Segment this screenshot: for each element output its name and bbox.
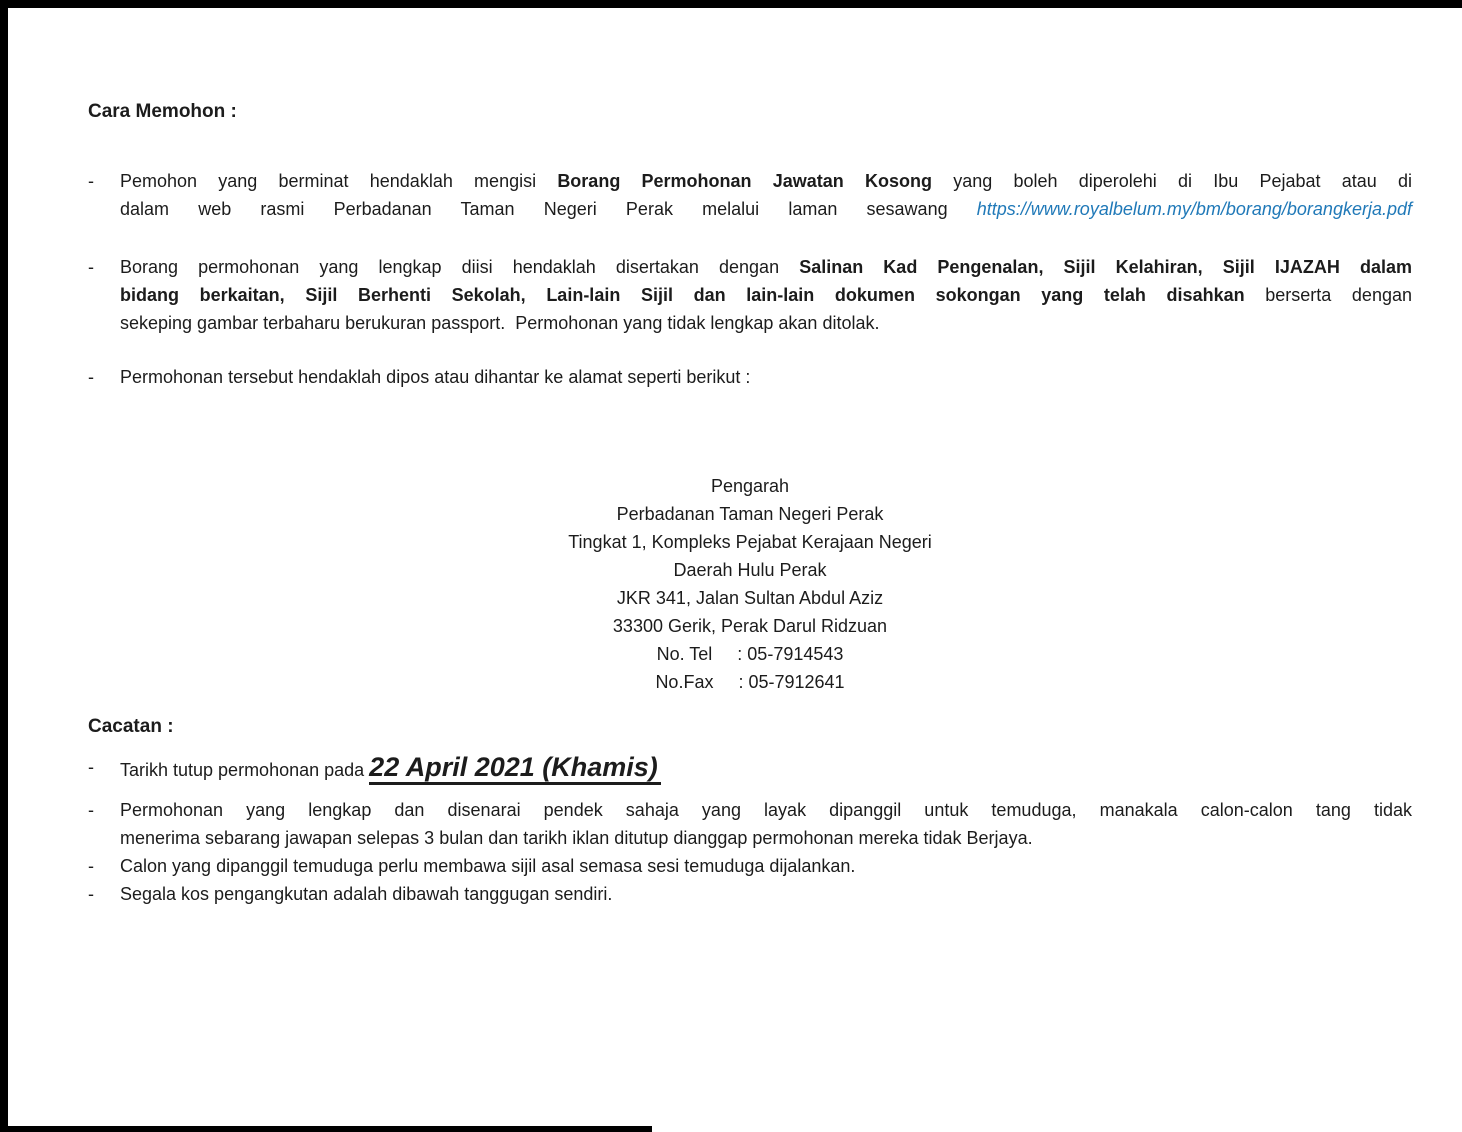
list-item-closing-date [88, 749, 1412, 788]
paragraph-line [120, 880, 1412, 908]
bullet-dash: - [88, 257, 94, 277]
text-segment: Pemohon yang berminat hendaklah mengisi [120, 171, 558, 191]
paragraph-line [120, 195, 1412, 223]
bullet-text [120, 852, 1412, 880]
bullet-text [120, 167, 1412, 223]
text-segment: menerima sebarang jawapan selepas 3 bulan dan tarikh iklan ditutup dianggap permohonan mereka tidak Berjaya. [120, 828, 1033, 848]
paragraph-line [120, 852, 1412, 880]
bullet-dash: - [88, 171, 94, 191]
text-segment: Borang Permohonan Jawatan Kosong [557, 171, 932, 191]
text-segment: Borang permohonan yang lengkap diisi hendaklah disertakan dengan [120, 257, 800, 277]
document-content [88, 0, 1412, 908]
text-segment: Permohonan tersebut hendaklah dipos atau dihantar ke alamat seperti berikut : [120, 367, 751, 387]
text-segment: yang boleh diperolehi di Ibu Pejabat atau di [932, 171, 1412, 191]
bullet-dash: - [88, 884, 94, 904]
address-line: JKR 341, Jalan Sultan Abdul Aziz [616, 588, 884, 608]
text-segment: Calon yang dipanggil temuduga perlu membawa sijil asal semasa sesi temuduga dijalankan. [120, 856, 856, 876]
bullet-dash: - [88, 367, 94, 387]
list-item [88, 796, 1412, 852]
bullet-text [120, 363, 1412, 391]
paragraph-line [120, 749, 1412, 788]
paragraph-line [120, 363, 1412, 391]
bullet-text [120, 796, 1412, 852]
list-item [88, 880, 1412, 908]
paragraph-line [120, 253, 1412, 281]
bullet-dash: - [88, 856, 94, 876]
paragraph-line [120, 796, 1412, 824]
postal-address-block [88, 472, 1412, 696]
bullet-text [120, 880, 1412, 908]
bullet-text [120, 749, 1412, 788]
section-heading-cara-memohon: Cara Memohon : [88, 101, 237, 122]
text-segment: bidang berkaitan, Sijil Berhenti Sekolah, Lain-lain Sijil dan lain-lain dokumen sokongan yang telah disahkan [120, 285, 1245, 305]
text-segment: dalam web rasmi Perbadanan Taman Negeri Perak melalui laman sesawang [120, 199, 977, 219]
address-line: Tingkat 1, Kompleks Pejabat Kerajaan Negeri [568, 532, 932, 552]
address-line: Pengarah [710, 476, 790, 496]
list-item [88, 167, 1412, 223]
scan-edge-left [0, 0, 8, 1132]
paragraph-line [120, 824, 1412, 852]
bullet-dash: - [88, 800, 94, 820]
text-segment: Permohonan yang lengkap dan disenarai pendek sahaja yang layak dipanggil untuk temuduga, manakala calon-calon tang tidak [120, 800, 1412, 820]
list-item [88, 253, 1412, 337]
text-segment: berserta dengan [1244, 285, 1412, 305]
borang-url-link[interactable]: https://www.royalbelum.my/bm/borang/borangkerja.pdf [976, 199, 1412, 219]
list-item [88, 852, 1412, 880]
paragraph-line [120, 309, 1412, 337]
address-line-fax: No.Fax : 05-7912641 [655, 672, 845, 692]
text-segment: Tarikh tutup permohonan pada [120, 760, 370, 780]
bullet-dash: - [88, 757, 94, 777]
bullet-text [120, 253, 1412, 337]
paragraph-line [120, 167, 1412, 195]
address-line-telephone: No. Tel : 05-7914543 [656, 644, 844, 664]
section-heading-cacatan: Cacatan : [88, 716, 174, 737]
text-segment: Salinan Kad Pengenalan, Sijil Kelahiran, Sijil IJAZAH dalam [799, 257, 1413, 277]
text-segment: sekeping gambar terbaharu berukuran passport. Permohonan yang tidak lengkap akan ditolak. [120, 313, 880, 333]
address-line: Daerah Hulu Perak [673, 560, 827, 580]
address-line: Perbadanan Taman Negeri Perak [616, 504, 884, 524]
address-line: 33300 Gerik, Perak Darul Ridzuan [612, 616, 888, 636]
scan-edge-bottom [0, 1126, 652, 1132]
text-segment: Segala kos pengangkutan adalah dibawah tanggugan sendiri. [120, 884, 613, 904]
closing-date: 22 April 2021 (Khamis) [369, 752, 661, 785]
list-item [88, 363, 1412, 391]
paragraph-line [120, 281, 1412, 309]
